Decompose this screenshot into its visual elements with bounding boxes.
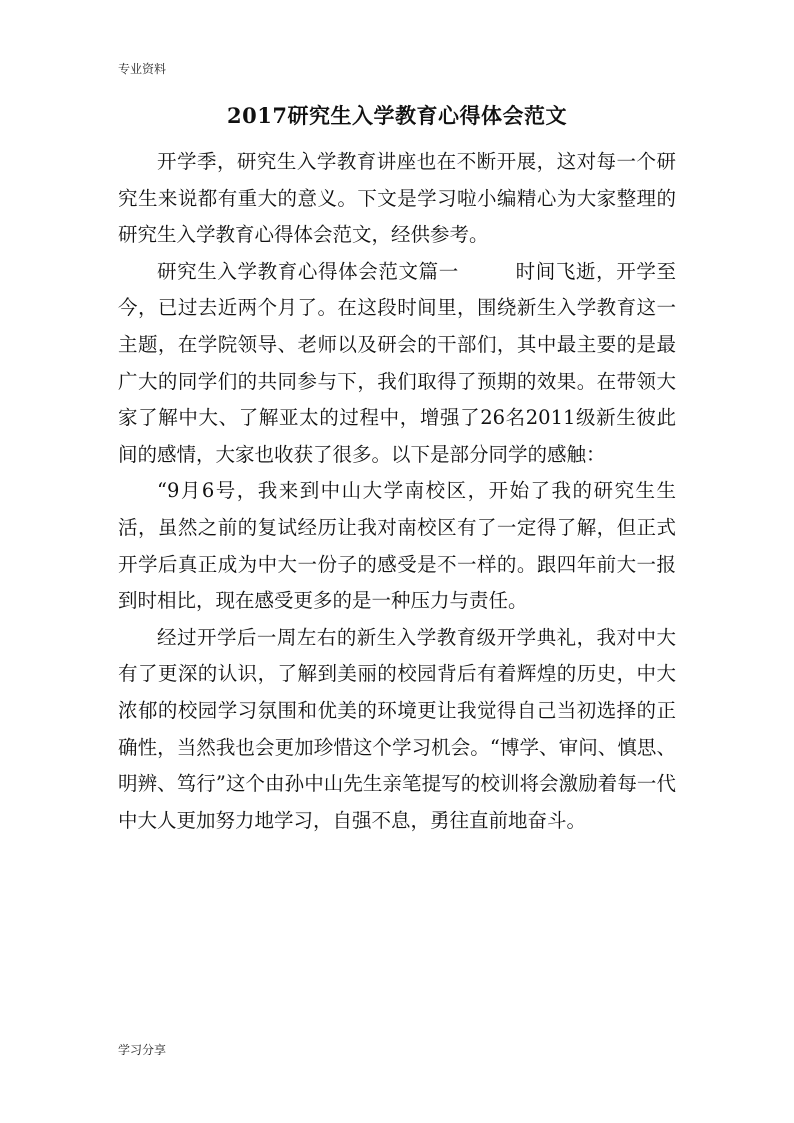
paragraph-text: 开学季，研究生入学教育讲座也在不断开展，这对每一个研究生来说都有重大的意义。下文是学习啦小编精心为大家整理的研究生入学教育心得体会范文，经供参考。 (118, 150, 676, 247)
page-header: 专业资料 (118, 62, 167, 76)
document-body (118, 144, 676, 839)
page-footer: 学习分享 (118, 1043, 167, 1057)
paragraph-essay-one (118, 254, 676, 474)
essay-heading: 研究生入学教育心得体会范文篇一 (157, 259, 459, 283)
paragraph-text: 时间飞逝，开学至今，已过去近两个月了。在这段时间里，围绕新生入学教育这一主题，在学院领导、老师以及研会的干部们，其中最主要的是最广大的同学们的共同参与下，我们取得了预期的效果。在带领大家了解中大、了解亚太的过程中，增强了26名2011级新生彼此间的感情，大家也收获了很多。以下是部分同学的感触： (118, 259, 676, 466)
paragraph-intro (118, 144, 676, 254)
paragraph-text: 经过开学后一周左右的新生入学教育级开学典礼，我对中大有了更深的认识，了解到美丽的校园背后有着辉煌的历史，中大浓郁的校园学习氛围和优美的环境更让我觉得自己当初选择的正确性，当然我也会更加珍惜这个学习机会。“博学、审问、慎思、明辨、笃行”这个由孙中山先生亲笔提写的校训将会激励着每一代中大人更加努力地学习，自强不息，勇往直前地奋斗。 (118, 625, 676, 832)
paragraph-reflection (118, 620, 676, 840)
paragraph-quote (118, 473, 676, 619)
paragraph-text: “9月6号，我来到中山大学南校区，开始了我的研究生生活，虽然之前的复试经历让我对南校区有了一定得了解，但正式开学后真正成为中大一份子的感受是不一样的。跟四年前大一报到时相比，现在感受更多的是一种压力与责任。 (118, 479, 676, 613)
document-title: 2017研究生入学教育心得体会范文 (227, 103, 567, 128)
